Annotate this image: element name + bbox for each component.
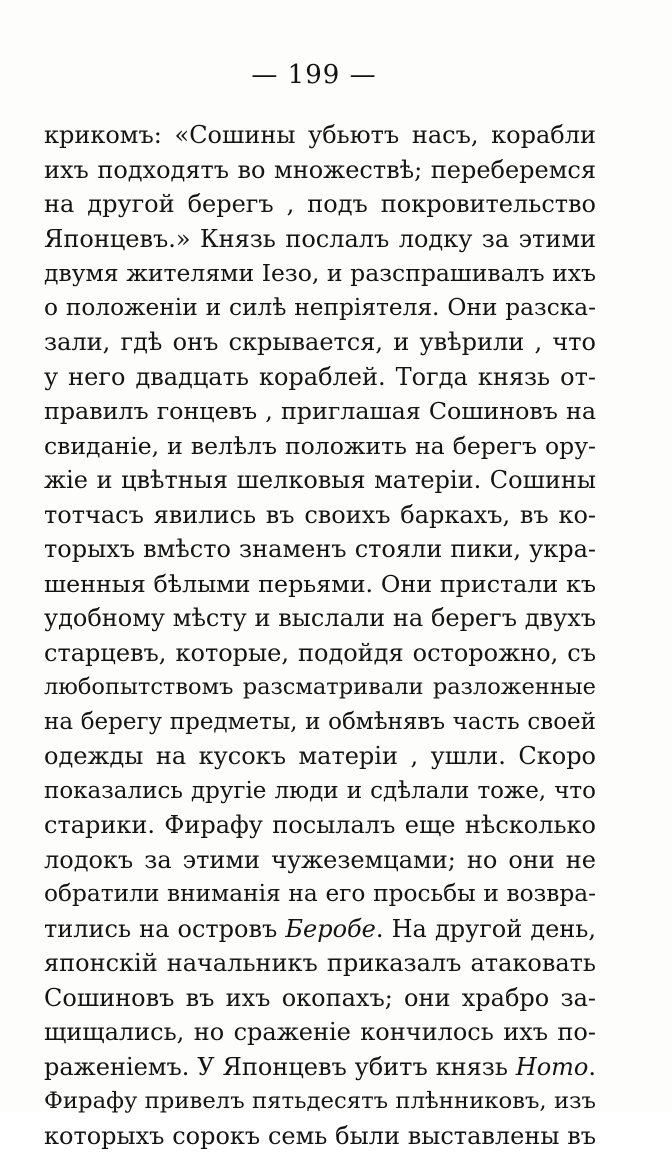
text-segment: зали, гдѣ онъ скрывается, и увѣрили , что (44, 328, 596, 356)
body-text (44, 118, 596, 1153)
text-segment: Сошиновъ въ ихъ окопахъ; они храбро за- (44, 984, 596, 1012)
text-segment: которыхъ сорокъ семь были выставлены въ (44, 1122, 596, 1150)
text-segment: старцевъ, которые, подойдя осторожно, съ (44, 639, 596, 667)
text-line (44, 670, 596, 705)
text-line (44, 153, 596, 188)
text-line (44, 429, 596, 464)
text-line (44, 291, 596, 326)
text-segment: японскій начальникъ приказалъ атаковать (44, 949, 596, 977)
text-line (44, 981, 596, 1016)
text-line (44, 532, 596, 567)
text-line (44, 360, 596, 395)
text-line (44, 394, 596, 429)
text-line (44, 187, 596, 222)
text-line (44, 808, 596, 843)
text-segment: ихъ подходятъ во множествѣ; переберемся (44, 156, 596, 184)
italic-name: Ното (516, 1053, 589, 1081)
text-line (44, 1084, 596, 1119)
text-segment: о положеніи и силѣ непріятеля. Они разска- (44, 294, 596, 321)
text-line (44, 118, 596, 153)
text-segment: лодокъ за этими чужеземцами; но они не (44, 846, 596, 874)
text-segment: обратили вниманія на его просьбы и возвра- (44, 880, 596, 907)
text-segment: на берегу предметы, и обмѣнявъ часть своей (44, 709, 596, 735)
text-segment: правилъ гонцевъ , приглашая Сошиновъ на (44, 397, 596, 425)
text-line (44, 567, 596, 602)
text-line (44, 705, 596, 740)
text-line (44, 1050, 596, 1085)
text-line (44, 498, 596, 533)
text-segment: любопытствомъ разсматривали разложенные (44, 674, 596, 700)
text-line (44, 601, 596, 636)
text-line (44, 1119, 596, 1153)
text-line (44, 325, 596, 360)
text-segment: Фирафу привелъ пятьдесятъ плѣнниковъ, изъ (44, 1088, 596, 1114)
text-segment: показались другіе люди и сдѣлали тоже, что (44, 778, 596, 804)
text-segment: у него двадцать кораблей. Тогда князь от- (44, 363, 596, 391)
page-number: — 199 — (0, 60, 628, 90)
italic-name: Беробе (285, 915, 376, 943)
text-segment: шенныя бѣлыми перьями. Они пристали къ (44, 570, 596, 598)
text-segment: раженіемъ. У Японцевъ убитъ князь (44, 1053, 516, 1081)
text-segment: тотчасъ явились въ своихъ баркахъ, въ ко- (44, 501, 596, 529)
text-line (44, 912, 596, 947)
text-segment: одежды на кусокъ матеріи , ушли. Скоро (44, 742, 596, 770)
text-line (44, 877, 596, 912)
text-segment: на другой берегъ , подъ покровительство (44, 190, 596, 218)
text-line (44, 463, 596, 498)
text-segment: удобному мѣсту и выслали на берегъ двухъ (44, 604, 596, 632)
text-segment: . На другой день, (376, 915, 596, 943)
text-line (44, 1015, 596, 1050)
text-line (44, 739, 596, 774)
text-segment: Японцевъ.» Князь послалъ лодку за этими (44, 225, 596, 253)
text-segment: крикомъ: «Сошины убьютъ насъ, корабли (44, 121, 596, 149)
text-line (44, 774, 596, 809)
text-segment: свиданіе, и велѣлъ положить на берегъ ору- (44, 432, 596, 460)
text-line (44, 843, 596, 878)
text-segment: двумя жителями Іезо, и разспрашивалъ ихъ (44, 259, 596, 287)
text-line (44, 636, 596, 671)
text-segment: тились на островъ (44, 915, 285, 943)
text-segment: жіе и цвѣтныя шелковыя матеріи. Сошины (44, 466, 596, 494)
text-segment: . (588, 1053, 596, 1081)
text-line (44, 256, 596, 291)
text-segment: щищались, но сраженіе кончилось ихъ по- (44, 1018, 596, 1046)
text-segment: торыхъ вмѣсто знаменъ стояли пики, укра- (44, 535, 596, 563)
text-line (44, 222, 596, 257)
text-segment: старики. Фирафу посылалъ еще нѣсколько (44, 811, 596, 839)
text-line (44, 946, 596, 981)
